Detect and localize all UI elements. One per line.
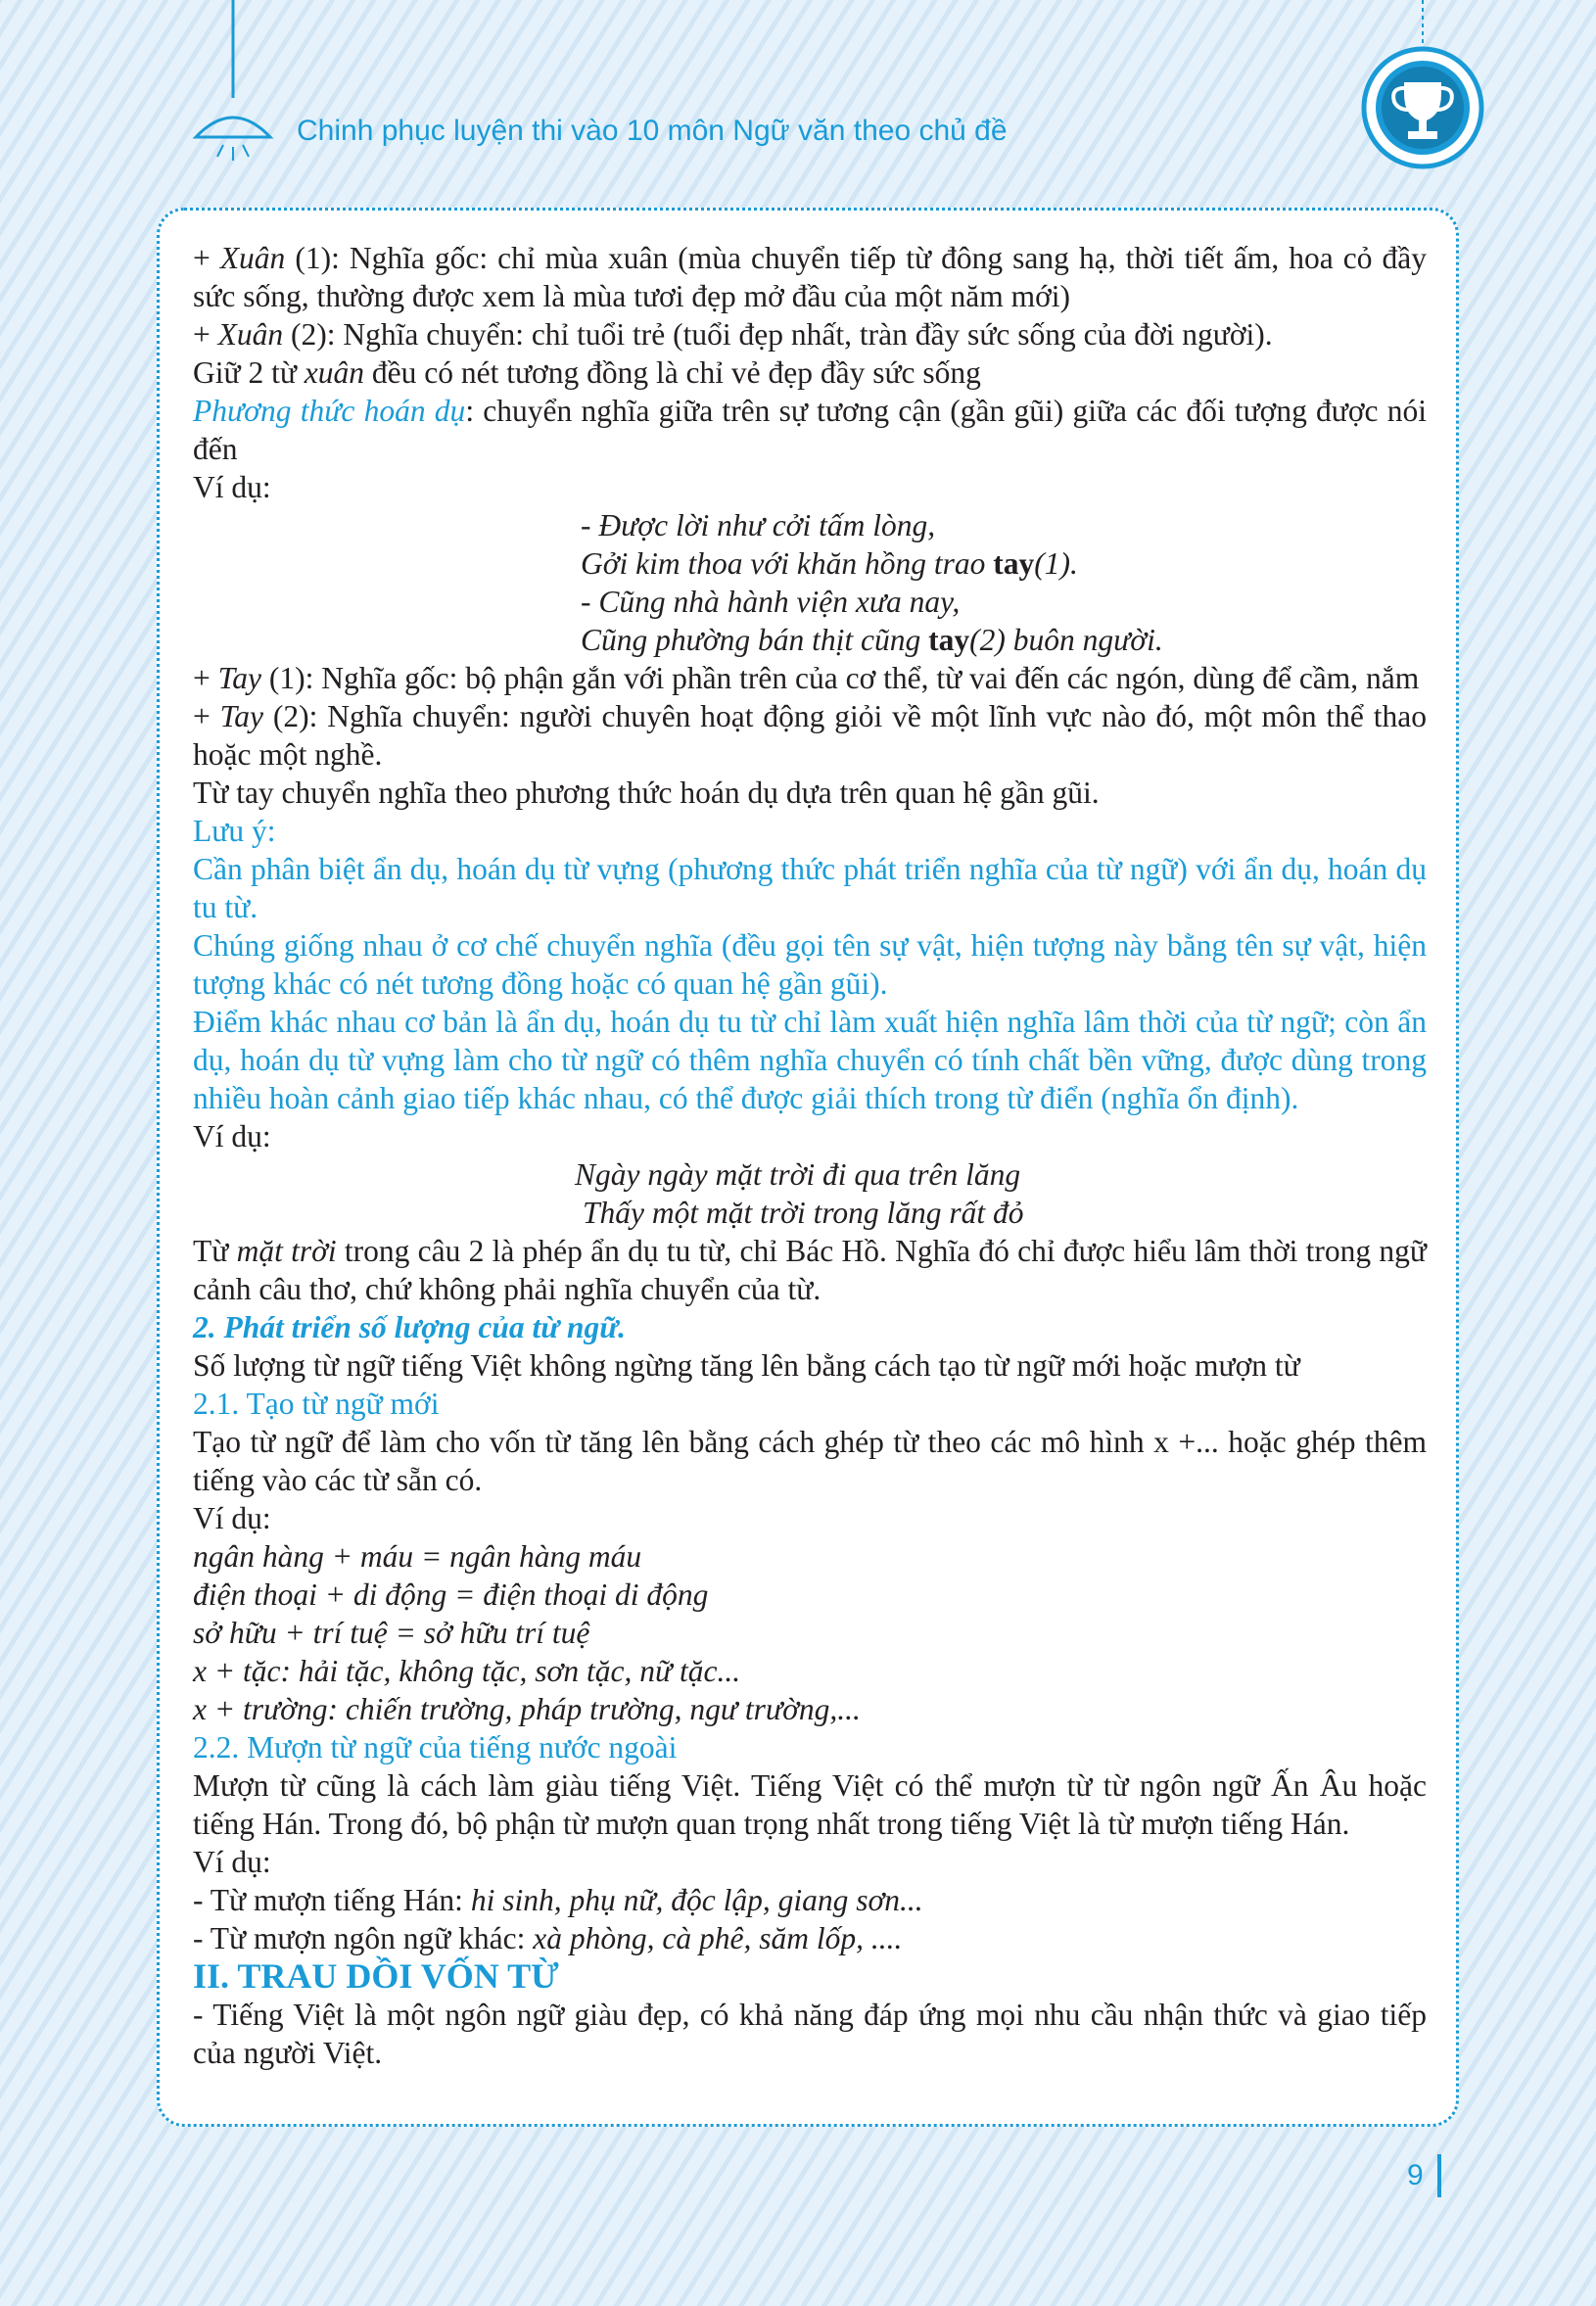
page-number: 9	[1407, 2159, 1424, 2191]
example-label: Ví dụ:	[193, 1501, 271, 1535]
paragraph: + Xuân (2): Nghĩa chuyển: chỉ tuổi trẻ (tuổi đẹp nhất, tràn đầy sức sống của đời người).	[193, 317, 1273, 352]
poem-excerpt	[193, 1155, 1427, 1232]
note-paragraph: Cần phân biệt ẩn dụ, hoán dụ từ vựng (phương thức phát triển nghĩa của từ ngữ) với ẩn dụ, hoán dụ tu từ.	[193, 852, 1427, 924]
example-label: Ví dụ:	[193, 1119, 271, 1153]
paragraph: + Tay (2): Nghĩa chuyển: người chuyên hoạt động giỏi về một lĩnh vực nào đó, một môn thể thao hoặc một nghề.	[193, 699, 1428, 772]
paragraph: Từ tay chuyển nghĩa theo phương thức hoán dụ dựa trên quan hệ gần gũi.	[193, 776, 1100, 810]
example-item: x + tặc: hải tặc, không tặc, sơn tặc, nữ tặc...	[193, 1654, 741, 1688]
note-label: Lưu ý:	[193, 814, 276, 848]
paragraph: + Tay (1): Nghĩa gốc: bộ phận gắn với phần trên của cơ thể, từ vai đến các ngón, dùng để cầm, nắm	[193, 661, 1420, 695]
subsection-heading: 2.1. Tạo từ ngữ mới	[193, 1387, 440, 1421]
paragraph: - Tiếng Việt là một ngôn ngữ giàu đẹp, có khả năng đáp ứng mọi nhu cầu nhận thức và giao tiếp của người Việt.	[193, 1998, 1427, 2070]
page-number-divider	[1437, 2154, 1441, 2197]
example-item: điện thoại + di động = điện thoại di động	[193, 1577, 709, 1612]
example-item: ngân hàng + máu = ngân hàng máu	[193, 1539, 642, 1574]
example-item: sở hữu + trí tuệ = sở hữu trí tuệ	[193, 1616, 590, 1650]
paragraph: Phương thức hoán dụ: chuyển nghĩa giữa trên sự tương cận (gần gũi) giữa các đối tượng được nói đến	[193, 394, 1427, 466]
paragraph: Số lượng từ ngữ tiếng Việt không ngừng tăng lên bằng cách tạo từ ngữ mới hoặc mượn từ	[193, 1348, 1300, 1383]
paragraph: Tạo từ ngữ để làm cho vốn từ tăng lên bằng cách ghép từ theo các mô hình x +... hoặc ghép thêm tiếng vào các từ sẵn có.	[193, 1425, 1427, 1497]
poem-line: Thấy một mặt trời trong lăng rất đỏ	[583, 1196, 1024, 1230]
section-heading: II. TRAU DỒI VỐN TỪ	[193, 1956, 559, 1996]
note-paragraph: Chúng giống nhau ở cơ chế chuyển nghĩa (đều gọi tên sự vật, hiện tượng này bằng tên sự vật, hiện tượng khác có nét tương đồng hoặc có quan hệ gần gũi).	[193, 928, 1427, 1001]
note-paragraph: Điểm khác nhau cơ bản là ẩn dụ, hoán dụ tu từ chỉ làm xuất hiện nghĩa lâm thời của từ ngữ; còn ẩn dụ, hoán dụ từ vựng làm cho từ ngữ có thêm nghĩa chuyển có tính chất bền vững, được dùng trong nhiều hoàn cảnh giao tiếp khác nhau, có thể được giải thích trong từ điển (nghĩa ổn định).	[193, 1005, 1427, 1115]
section-heading: 2. Phát triển số lượng của từ ngữ.	[193, 1310, 626, 1344]
paragraph: Mượn từ cũng là cách làm giàu tiếng Việt. Tiếng Việt có thể mượn từ từ ngôn ngữ Ấn Âu hoặc tiếng Hán. Trong đó, bộ phận từ mượn quan trọng nhất trong tiếng Việt là từ mượn tiếng Hán.	[193, 1768, 1427, 1841]
paragraph: + Xuân (1): Nghĩa gốc: chỉ mùa xuân (mùa chuyển tiếp từ đông sang hạ, thời tiết ấm, hoa cỏ đầy sức sống, thường được xem là mùa tươi đẹp mở đầu của một năm mới)	[193, 241, 1428, 313]
ceiling-lamp-icon	[186, 0, 284, 166]
example-label: Ví dụ:	[193, 1845, 271, 1879]
paragraph: Từ mặt trời trong câu 2 là phép ẩn dụ tu từ, chỉ Bác Hồ. Nghĩa đó chỉ được hiểu lâm thời trong ngữ cảnh câu thơ, chứ không phải nghĩa chuyển của từ.	[193, 1234, 1427, 1306]
subsection-heading: 2.2. Mượn từ ngữ của tiếng nước ngoài	[193, 1730, 678, 1765]
trophy-badge-icon	[1361, 0, 1498, 176]
bullet-item: - Từ mượn ngôn ngữ khác: xà phòng, cà phê, săm lốp, ....	[193, 1921, 903, 1955]
poem-line: - Cũng nhà hành viện xưa nay,	[581, 585, 961, 619]
bullet-item: - Từ mượn tiếng Hán: hi sinh, phụ nữ, độc lập, giang sơn...	[193, 1883, 923, 1917]
example-label: Ví dụ:	[193, 470, 271, 504]
poem-line: - Được lời như cởi tấm lòng,	[581, 508, 936, 542]
example-item: x + trường: chiến trường, pháp trường, ngư trường,...	[193, 1692, 861, 1726]
paragraph: Giữ 2 từ xuân đều có nét tương đồng là chỉ vẻ đẹp đầy sức sống	[193, 355, 981, 390]
poem-excerpt	[193, 506, 1427, 659]
page-content	[193, 239, 1427, 2072]
poem-line: Cũng phường bán thịt cũng tay(2) buôn người.	[581, 623, 1163, 657]
header-title: Chinh phục luyện thi vào 10 môn Ngữ văn theo chủ đề	[297, 115, 1008, 147]
poem-line: Ngày ngày mặt trời đi qua trên lăng	[575, 1157, 1021, 1192]
poem-line: Gởi kim thoa với khăn hồng trao tay(1).	[581, 546, 1078, 581]
